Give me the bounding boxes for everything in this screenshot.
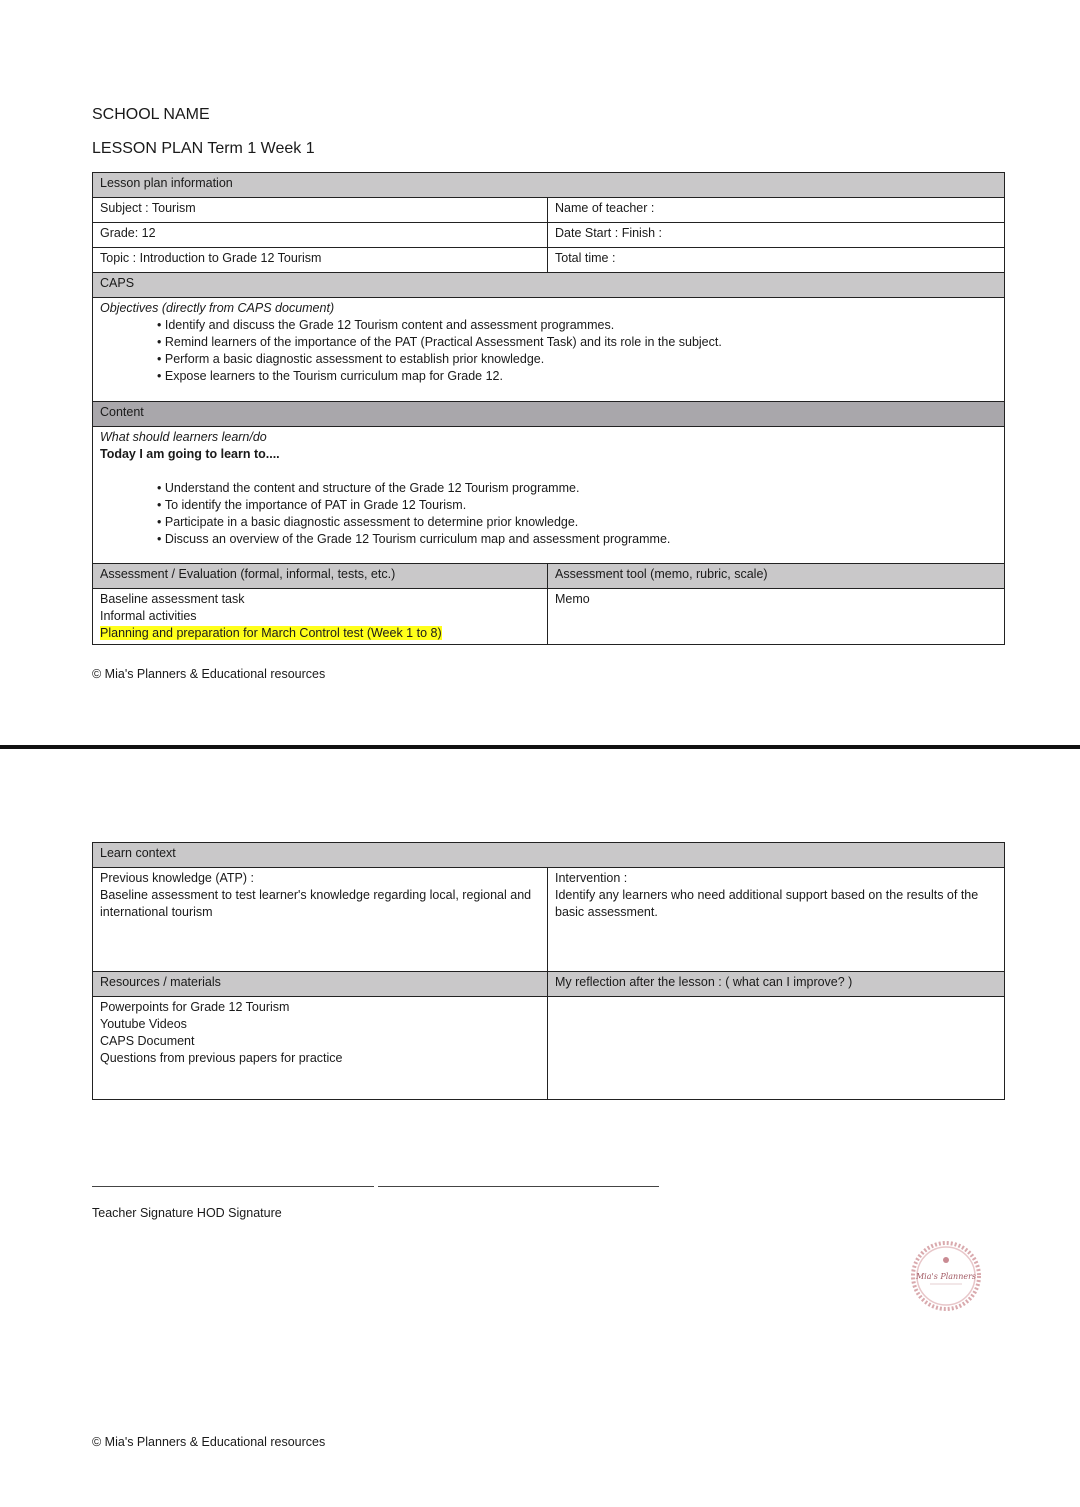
content-list: [100, 480, 997, 548]
teacher-name-cell: Name of teacher :: [548, 198, 1005, 223]
content-cell: [93, 427, 1005, 564]
svg-text:Mia's Planners: Mia's Planners: [915, 1272, 977, 1281]
list-item: • Expose learners to the Tourism curriculum map for Grade 12.: [157, 368, 997, 385]
list-item: • Identify and discuss the Grade 12 Tourism content and assessment programmes.: [157, 317, 997, 334]
assessment-item: Informal activities: [100, 609, 197, 623]
objectives-list: [100, 317, 997, 385]
content-header: Content: [93, 402, 1005, 427]
list-item: • Understand the content and structure of the Grade 12 Tourism programme.: [157, 480, 997, 497]
resources-cell: [93, 997, 548, 1100]
intervention-label: Intervention :: [555, 871, 628, 885]
lesson-title: LESSON PLAN Term 1 Week 1: [92, 140, 315, 157]
lesson-info-header: Lesson plan information: [93, 173, 1005, 198]
learn-context-header: Learn context: [93, 843, 1005, 868]
copyright-page1: © Mia's Planners & Educational resources: [92, 667, 326, 681]
list-item: • Perform a basic diagnostic assessment to establish prior knowledge.: [157, 351, 997, 368]
subject-cell: Subject : Tourism: [93, 198, 548, 223]
total-time-cell: Total time :: [548, 248, 1005, 273]
previous-knowledge-label: Previous knowledge (ATP) :: [100, 871, 254, 885]
list-item: • Participate in a basic diagnostic assessment to determine prior knowledge.: [157, 514, 997, 531]
objectives-heading: Objectives (directly from CAPS document): [100, 301, 335, 315]
highlighted-assessment: Planning and preparation for March Control test (Week 1 to 8): [100, 626, 442, 640]
assessment-tool-header: Assessment tool (memo, rubric, scale): [548, 564, 1005, 589]
assessment-tool-cell: Memo: [548, 589, 1005, 645]
lesson-plan-table: [92, 172, 1005, 645]
assessment-item: Baseline assessment task: [100, 592, 245, 606]
resource-item: Youtube Videos: [100, 1017, 187, 1031]
resources-header: Resources / materials: [93, 972, 548, 997]
reflection-header: My reflection after the lesson : ( what can I improve? ): [548, 972, 1005, 997]
content-today: Today I am going to learn to....: [100, 447, 280, 461]
copyright-page2: © Mia's Planners & Educational resources: [92, 1435, 326, 1449]
page-divider: [0, 745, 1080, 749]
signature-labels: Teacher Signature HOD Signature: [92, 1206, 282, 1220]
intervention-cell: [548, 868, 1005, 972]
topic-cell: Topic : Introduction to Grade 12 Tourism: [93, 248, 548, 273]
learn-context-table: [92, 842, 1005, 1100]
date-cell: Date Start : Finish :: [548, 223, 1005, 248]
previous-knowledge-text: Baseline assessment to test learner's knowledge regarding local, regional and international tourism: [100, 888, 532, 919]
content-intro: What should learners learn/do: [100, 430, 267, 444]
list-item: • Remind learners of the importance of the PAT (Practical Assessment Task) and its role in the subject.: [157, 334, 997, 351]
teacher-signature-line: [92, 1186, 374, 1187]
assessment-cell: [93, 589, 548, 645]
resource-item: CAPS Document: [100, 1034, 195, 1048]
logo-stamp: [908, 1238, 984, 1314]
caps-header: CAPS: [93, 273, 1005, 298]
school-name: SCHOOL NAME: [92, 106, 210, 123]
objectives-cell: [93, 298, 1005, 402]
intervention-text: Identify any learners who need additional support based on the results of the basic assessment.: [555, 888, 979, 919]
grade-cell: Grade: 12: [93, 223, 548, 248]
list-item: • To identify the importance of PAT in Grade 12 Tourism.: [157, 497, 997, 514]
list-item: • Discuss an overview of the Grade 12 Tourism curriculum map and assessment programme.: [157, 531, 997, 548]
assessment-header: Assessment / Evaluation (formal, informal, tests, etc.): [93, 564, 548, 589]
resource-item: Powerpoints for Grade 12 Tourism: [100, 1000, 290, 1014]
previous-knowledge-cell: [93, 868, 548, 972]
hod-signature-line: [378, 1186, 659, 1187]
resource-item: Questions from previous papers for practice: [100, 1051, 343, 1065]
reflection-cell: [548, 997, 1005, 1100]
